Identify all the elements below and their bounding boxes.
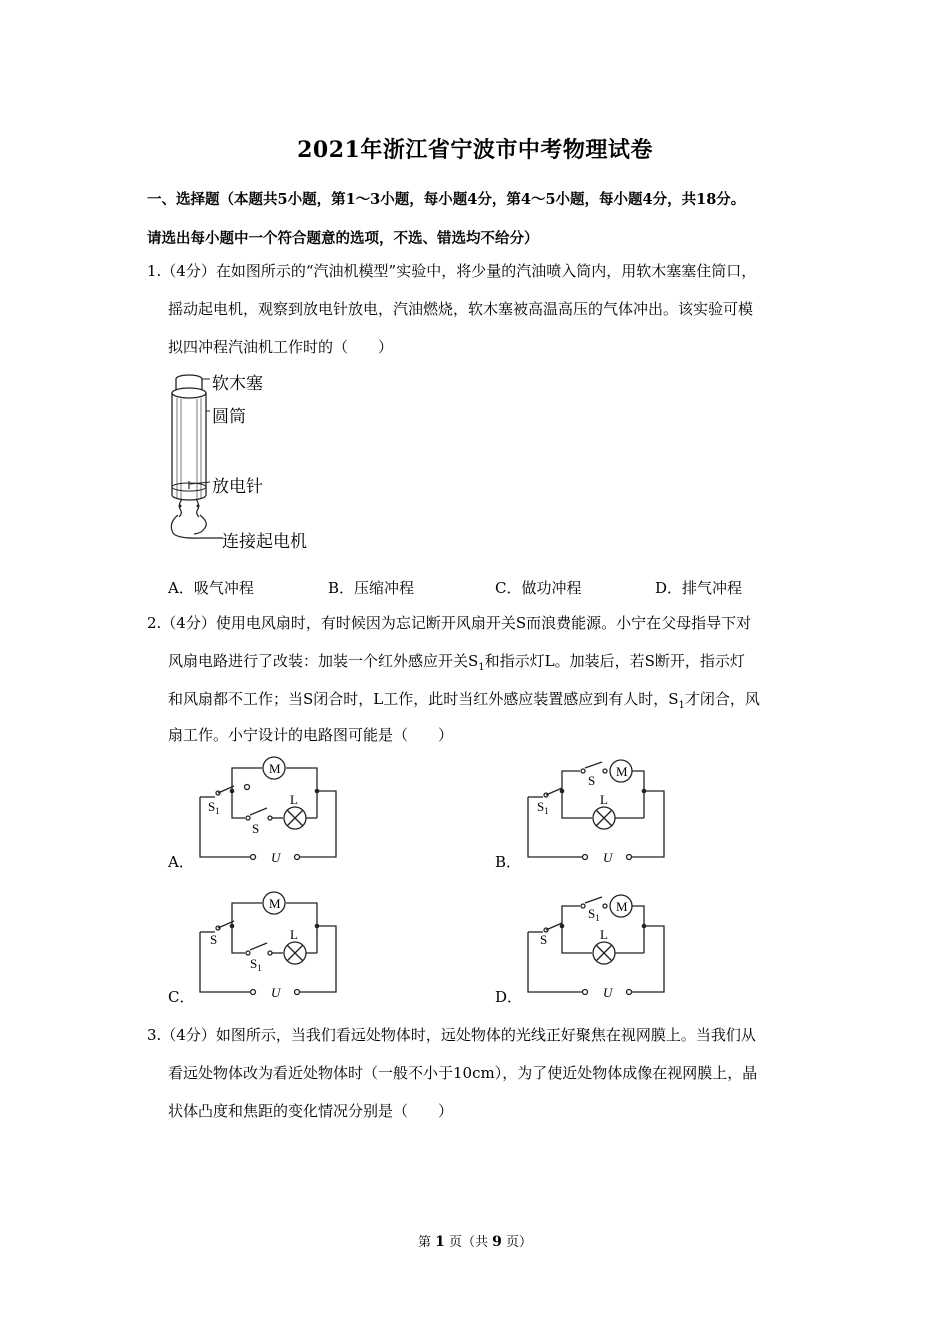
q2-line2: 风扇电路进行了改装：加装一个红外感应开关$S_1$和指示灯L。加装后，若S断开，指示灯 <box>168 652 745 673</box>
label-cylinder: 圆筒 <box>212 407 246 427</box>
svg-text:U: U <box>271 850 281 865</box>
circuit-b <box>522 755 682 865</box>
q1-line3: 拟四冲程汽油机工作时的（ ） <box>168 338 394 356</box>
svg-text:L: L <box>290 792 298 807</box>
q2-option-a[interactable]: A． <box>168 853 194 871</box>
q1-option-b[interactable]: B．压缩冲程 <box>328 579 415 597</box>
svg-text:S: S <box>210 932 218 947</box>
svg-text:U: U <box>603 850 613 865</box>
svg-text:S1: $S_1$ <box>208 799 220 816</box>
q1-line2: 摇动起电机，观察到放电针放电，汽油燃烧，软木塞被高温高压的气体冲出。该实验可模 <box>168 300 754 318</box>
q2-line3: 和风扇都不工作；当S闭合时，L工作，此时当红外感应装置感应到有人时，$S_1$才闭合，风 <box>168 690 760 711</box>
svg-text:M: M <box>269 761 281 776</box>
q3-line3: 状体凸度和焦距的变化情况分别是（ ） <box>168 1102 454 1120</box>
q1-option-c[interactable]: C．做功冲程 <box>495 579 582 597</box>
svg-text:U: U <box>603 985 613 1000</box>
q2-option-d[interactable]: D． <box>495 988 523 1006</box>
svg-text:U: U <box>271 985 281 1000</box>
svg-text:S: S <box>252 821 260 836</box>
circuit-d <box>522 890 682 1000</box>
section-header-line1: 一、选择题（本题共5小题，第1～3小题，每小题4分，第4～5小题，每小题4分，共18分。 <box>147 191 746 208</box>
page-footer: 第 1 页（共 9 页） <box>417 1234 533 1250</box>
svg-text:L: L <box>600 792 608 807</box>
section-header-line2: 请选出每小题中一个符合题意的选项，不选、错选均不给分） <box>147 230 539 247</box>
svg-text:S1: $S_1$ <box>250 956 262 973</box>
svg-text:S1: $S_1$ <box>588 906 600 923</box>
svg-text:M: M <box>616 899 628 914</box>
q2-line1: 2.（4分）使用电风扇时，有时候因为忘记断开风扇开关S而浪费能源。小宁在父母指导下对 <box>147 614 752 632</box>
svg-text:L: L <box>600 927 608 942</box>
label-needle: 放电针 <box>212 477 263 497</box>
label-cork: 软木塞 <box>212 374 263 394</box>
q1-line1: 1.（4分）在如图所示的“汽油机模型”实验中，将少量的汽油喷入筒内，用软木塞塞住筒口， <box>147 262 757 280</box>
q3-line1: 3.（4分）如图所示，当我们看远处物体时，远处物体的光线正好聚焦在视网膜上。当我们从 <box>147 1026 756 1044</box>
q2-line4: 扇工作。小宁设计的电路图可能是（ ） <box>168 726 454 744</box>
svg-text:S: S <box>588 773 596 788</box>
page-title: 2021年浙江省宁波市中考物理试卷 <box>297 137 653 163</box>
q1-option-a[interactable]: A．吸气冲程 <box>168 579 254 597</box>
q3-line2: 看远处物体改为看近处物体时（一般不小于10cm），为了使近处物体成像在视网膜上，晶 <box>168 1064 758 1082</box>
circuit-a <box>190 755 350 865</box>
label-generator: 连接起电机 <box>222 532 307 552</box>
q2-option-b[interactable]: B． <box>495 853 522 871</box>
q1-option-d[interactable]: D．排气冲程 <box>655 579 743 597</box>
svg-text:S1: $S_1$ <box>537 799 549 816</box>
svg-text:M: M <box>269 896 281 911</box>
svg-text:L: L <box>290 927 298 942</box>
circuit-c <box>190 890 350 1000</box>
svg-text:S: S <box>540 932 548 947</box>
q2-option-c[interactable]: C． <box>168 988 195 1006</box>
svg-text:M: M <box>616 764 628 779</box>
